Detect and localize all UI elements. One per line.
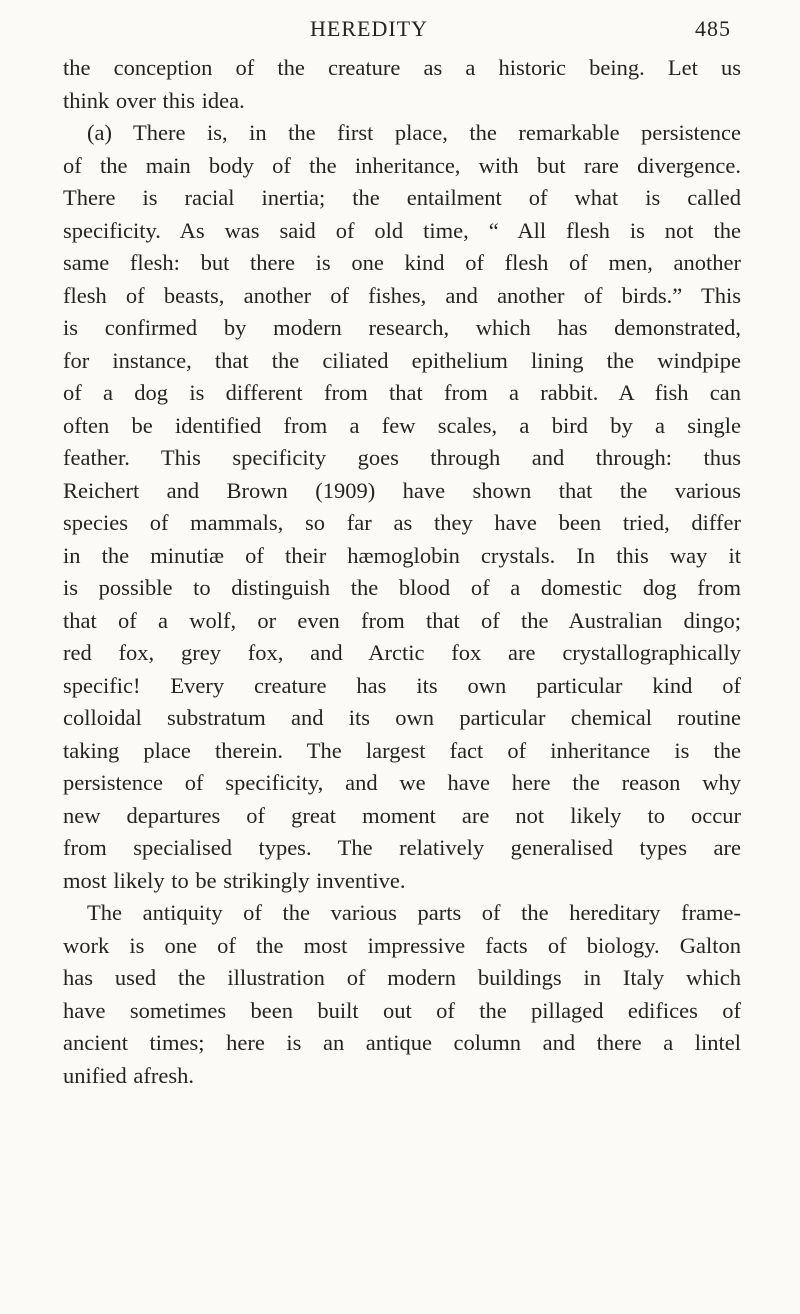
- text-line: from specialised types. The relatively generalised types are: [63, 835, 741, 860]
- text-line: colloidal substratum and its own particular chemical routine: [63, 705, 741, 730]
- text-line: think over this idea.: [63, 87, 245, 113]
- running-title: HEREDITY: [310, 16, 428, 41]
- text-line: in the minutiæ of their hæmoglobin crystals. In this way it: [63, 542, 741, 568]
- text-line: species of mammals, so far as they have been tried, differ: [63, 510, 741, 535]
- text-line: new departures of great moment are not likely to occur: [63, 802, 741, 828]
- text-line: has used the illustration of modern buildings in Italy which: [63, 965, 741, 990]
- text-line: work is one of the most impressive facts of biology. Galton: [63, 932, 741, 958]
- text-line: red fox, grey fox, and Arctic fox are crystallographically: [63, 640, 741, 665]
- text-line: most likely to be strikingly inventive.: [63, 867, 406, 893]
- text-line: The antiquity of the various parts of the hereditary frame-: [87, 900, 741, 925]
- text-line: the conception of the creature as a historic being. Let us: [63, 55, 741, 80]
- text-line: is confirmed by modern research, which has demonstrated,: [63, 315, 741, 340]
- text-line: of a dog is different from that from a rabbit. A fish can: [63, 380, 741, 405]
- text-line: ancient times; here is an antique column and there a lintel: [63, 1030, 741, 1055]
- body-text: [63, 52, 741, 1092]
- text-line: There is racial inertia; the entailment of what is called: [63, 185, 741, 210]
- text-line: (a) There is, in the first place, the remarkable persistence: [87, 120, 741, 145]
- text-line: often be identified from a few scales, a bird by a single: [63, 412, 741, 438]
- text-line: persistence of specificity, and we have here the reason why: [63, 770, 741, 795]
- text-line: Reichert and Brown (1909) have shown that the various: [63, 477, 741, 503]
- text-line: is possible to distinguish the blood of a domestic dog from: [63, 575, 741, 600]
- text-line: flesh of beasts, another of fishes, and another of birds.” This: [63, 282, 741, 308]
- text-line: taking place therein. The largest fact of inheritance is the: [63, 737, 741, 763]
- text-line: specific! Every creature has its own particular kind of: [63, 672, 741, 698]
- text-line: same flesh: but there is one kind of flesh of men, another: [63, 250, 741, 275]
- text-line: specificity. As was said of old time, “ All flesh is not the: [63, 217, 741, 243]
- page-number: 485: [695, 16, 731, 41]
- text-line: unified afresh.: [63, 1062, 194, 1088]
- text-line: for instance, that the ciliated epithelium lining the windpipe: [63, 347, 741, 373]
- text-line: that of a wolf, or even from that of the Australian dingo;: [63, 607, 741, 633]
- text-line: of the main body of the inheritance, with but rare divergence.: [63, 152, 741, 178]
- text-line: have sometimes been built out of the pillaged edifices of: [63, 997, 741, 1023]
- text-line: feather. This specificity goes through and through: thus: [63, 445, 741, 470]
